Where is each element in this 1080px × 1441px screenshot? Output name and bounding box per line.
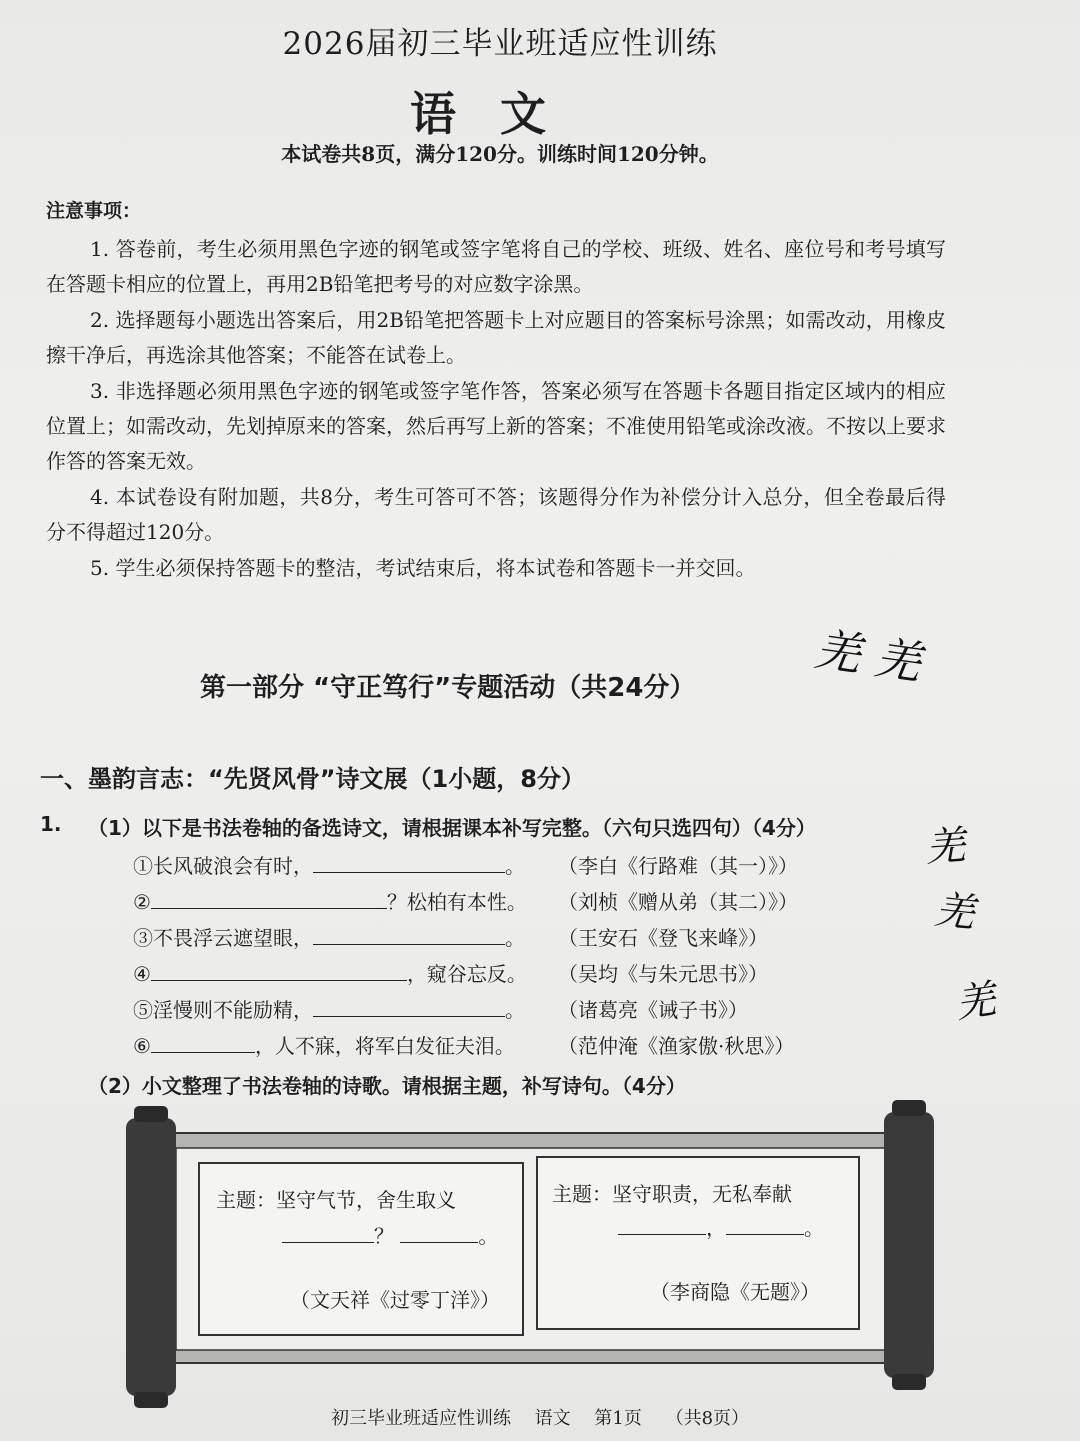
notice-item: 3. 非选择题必须用黑色字迹的钢笔或签字笔作答，答案必须写在答题卡各题目指定区域内的相应位置上；如需改动，先划掉原来的答案，然后再写上新的答案；不准使用铅笔或涂改液。不按以上要求作答的答案无效。 — [46, 379, 946, 473]
panel-source: （文天祥《过零丁洋》） — [290, 1288, 500, 1312]
notice-item: 4. 本试卷设有附加题，共8分，考生可答可不答；该题得分作为补偿分计入总分，但全卷最后得分不得超过120分。 — [46, 485, 946, 544]
scroll-rod-right — [884, 1112, 934, 1378]
poem-source: （范仲淹《渔家傲·秋思》） — [558, 1034, 795, 1058]
exam-title: 2026届初三毕业班适应性训练 — [282, 26, 718, 62]
handwriting-scribble: 羌 — [932, 887, 977, 937]
notice-item: 5. 学生必须保持答题卡的整洁，考试结束后，将本试卷和答题卡一并交回。 — [90, 556, 756, 580]
subject-title: 语文 — [410, 87, 590, 141]
poem-source: （刘桢《赠从弟（其二）》） — [558, 890, 798, 914]
line-text: 。 — [505, 998, 525, 1022]
panel-theme: 主题：坚守职责，无私奉献 — [552, 1182, 792, 1206]
section-heading: 一、墨韵言志：“先贤风骨”诗文展（1小题，8分） — [40, 765, 585, 793]
panel-blank-line — [282, 1220, 498, 1249]
question-number: 1. — [40, 812, 62, 836]
part-heading: 第一部分 “守正笃行”专题活动（共24分） — [200, 673, 696, 703]
panel-blank-line — [618, 1212, 824, 1241]
question-prompt: （2）小文整理了书法卷轴的诗歌。请根据主题，补写诗句。（4分） — [88, 1074, 686, 1098]
punctuation: 。 — [478, 1224, 499, 1248]
panel-source: （李商隐《无题》） — [650, 1280, 820, 1304]
line-text: ④ — [133, 962, 151, 986]
scroll-rod-left — [126, 1118, 176, 1396]
poem-source: （李白《行路难（其一）》） — [558, 854, 798, 878]
line-text: ⑤淫慢则不能励精， — [133, 998, 313, 1022]
line-text: ② — [133, 890, 151, 914]
notice-item: 2. 选择题每小题选出答案后，用2B铅笔把答题卡上对应题目的答案标号涂黑；如需改动，用橡皮擦干净后，再选涂其他答案；不能答在试卷上。 — [46, 308, 946, 367]
paper-info: 本试卷共8页，满分120分。训练时间120分钟。 — [281, 142, 719, 166]
handwriting-scribble: 羌 羌 — [811, 621, 925, 691]
answer-blank[interactable] — [618, 1214, 706, 1235]
line-text: ，窥谷忘反。 — [406, 962, 527, 986]
line-text: 。 — [505, 854, 525, 878]
line-text: ？松柏有本性。 — [386, 890, 527, 914]
line-text: ③不畏浮云遮望眼， — [133, 926, 313, 950]
question-prompt: （1）以下是书法卷轴的备选诗文，请根据课本补写完整。（六句只选四句）（4分） — [88, 816, 816, 840]
panel-theme: 主题：坚守气节，舍生取义 — [216, 1188, 456, 1212]
line-text: ①长风破浪会有时， — [133, 854, 313, 878]
handwriting-scribble: 羌 — [952, 976, 999, 1028]
page-footer: 初三毕业班适应性训练 语文 第1页 （共8页） — [330, 1408, 750, 1429]
line-text: ⑥ — [133, 1034, 151, 1058]
poem-source: （吴均《与朱元思书》） — [558, 962, 768, 986]
punctuation: ？ — [374, 1224, 394, 1248]
poem-source: （王安石《登飞来峰》） — [558, 926, 768, 950]
line-text: 。 — [505, 926, 525, 950]
poem-source: （诸葛亮《诫子书》） — [558, 998, 748, 1022]
punctuation: 。 — [804, 1216, 824, 1240]
answer-blank[interactable] — [400, 1222, 478, 1243]
answer-blank[interactable] — [726, 1214, 804, 1235]
answer-blank[interactable] — [282, 1222, 374, 1243]
notice-item: 1. 答卷前，考生必须用黑色字迹的钢笔或签字笔将自己的学校、班级、姓名、座位号和考号填写在答题卡相应的位置上，再用2B铅笔把考号的对应数字涂黑。 — [46, 237, 946, 296]
notice-heading: 注意事项： — [46, 200, 142, 222]
line-text: ，人不寐，将军白发征夫泪。 — [254, 1034, 515, 1058]
punctuation: ， — [706, 1216, 726, 1240]
handwriting-scribble: 羌 — [923, 822, 967, 872]
